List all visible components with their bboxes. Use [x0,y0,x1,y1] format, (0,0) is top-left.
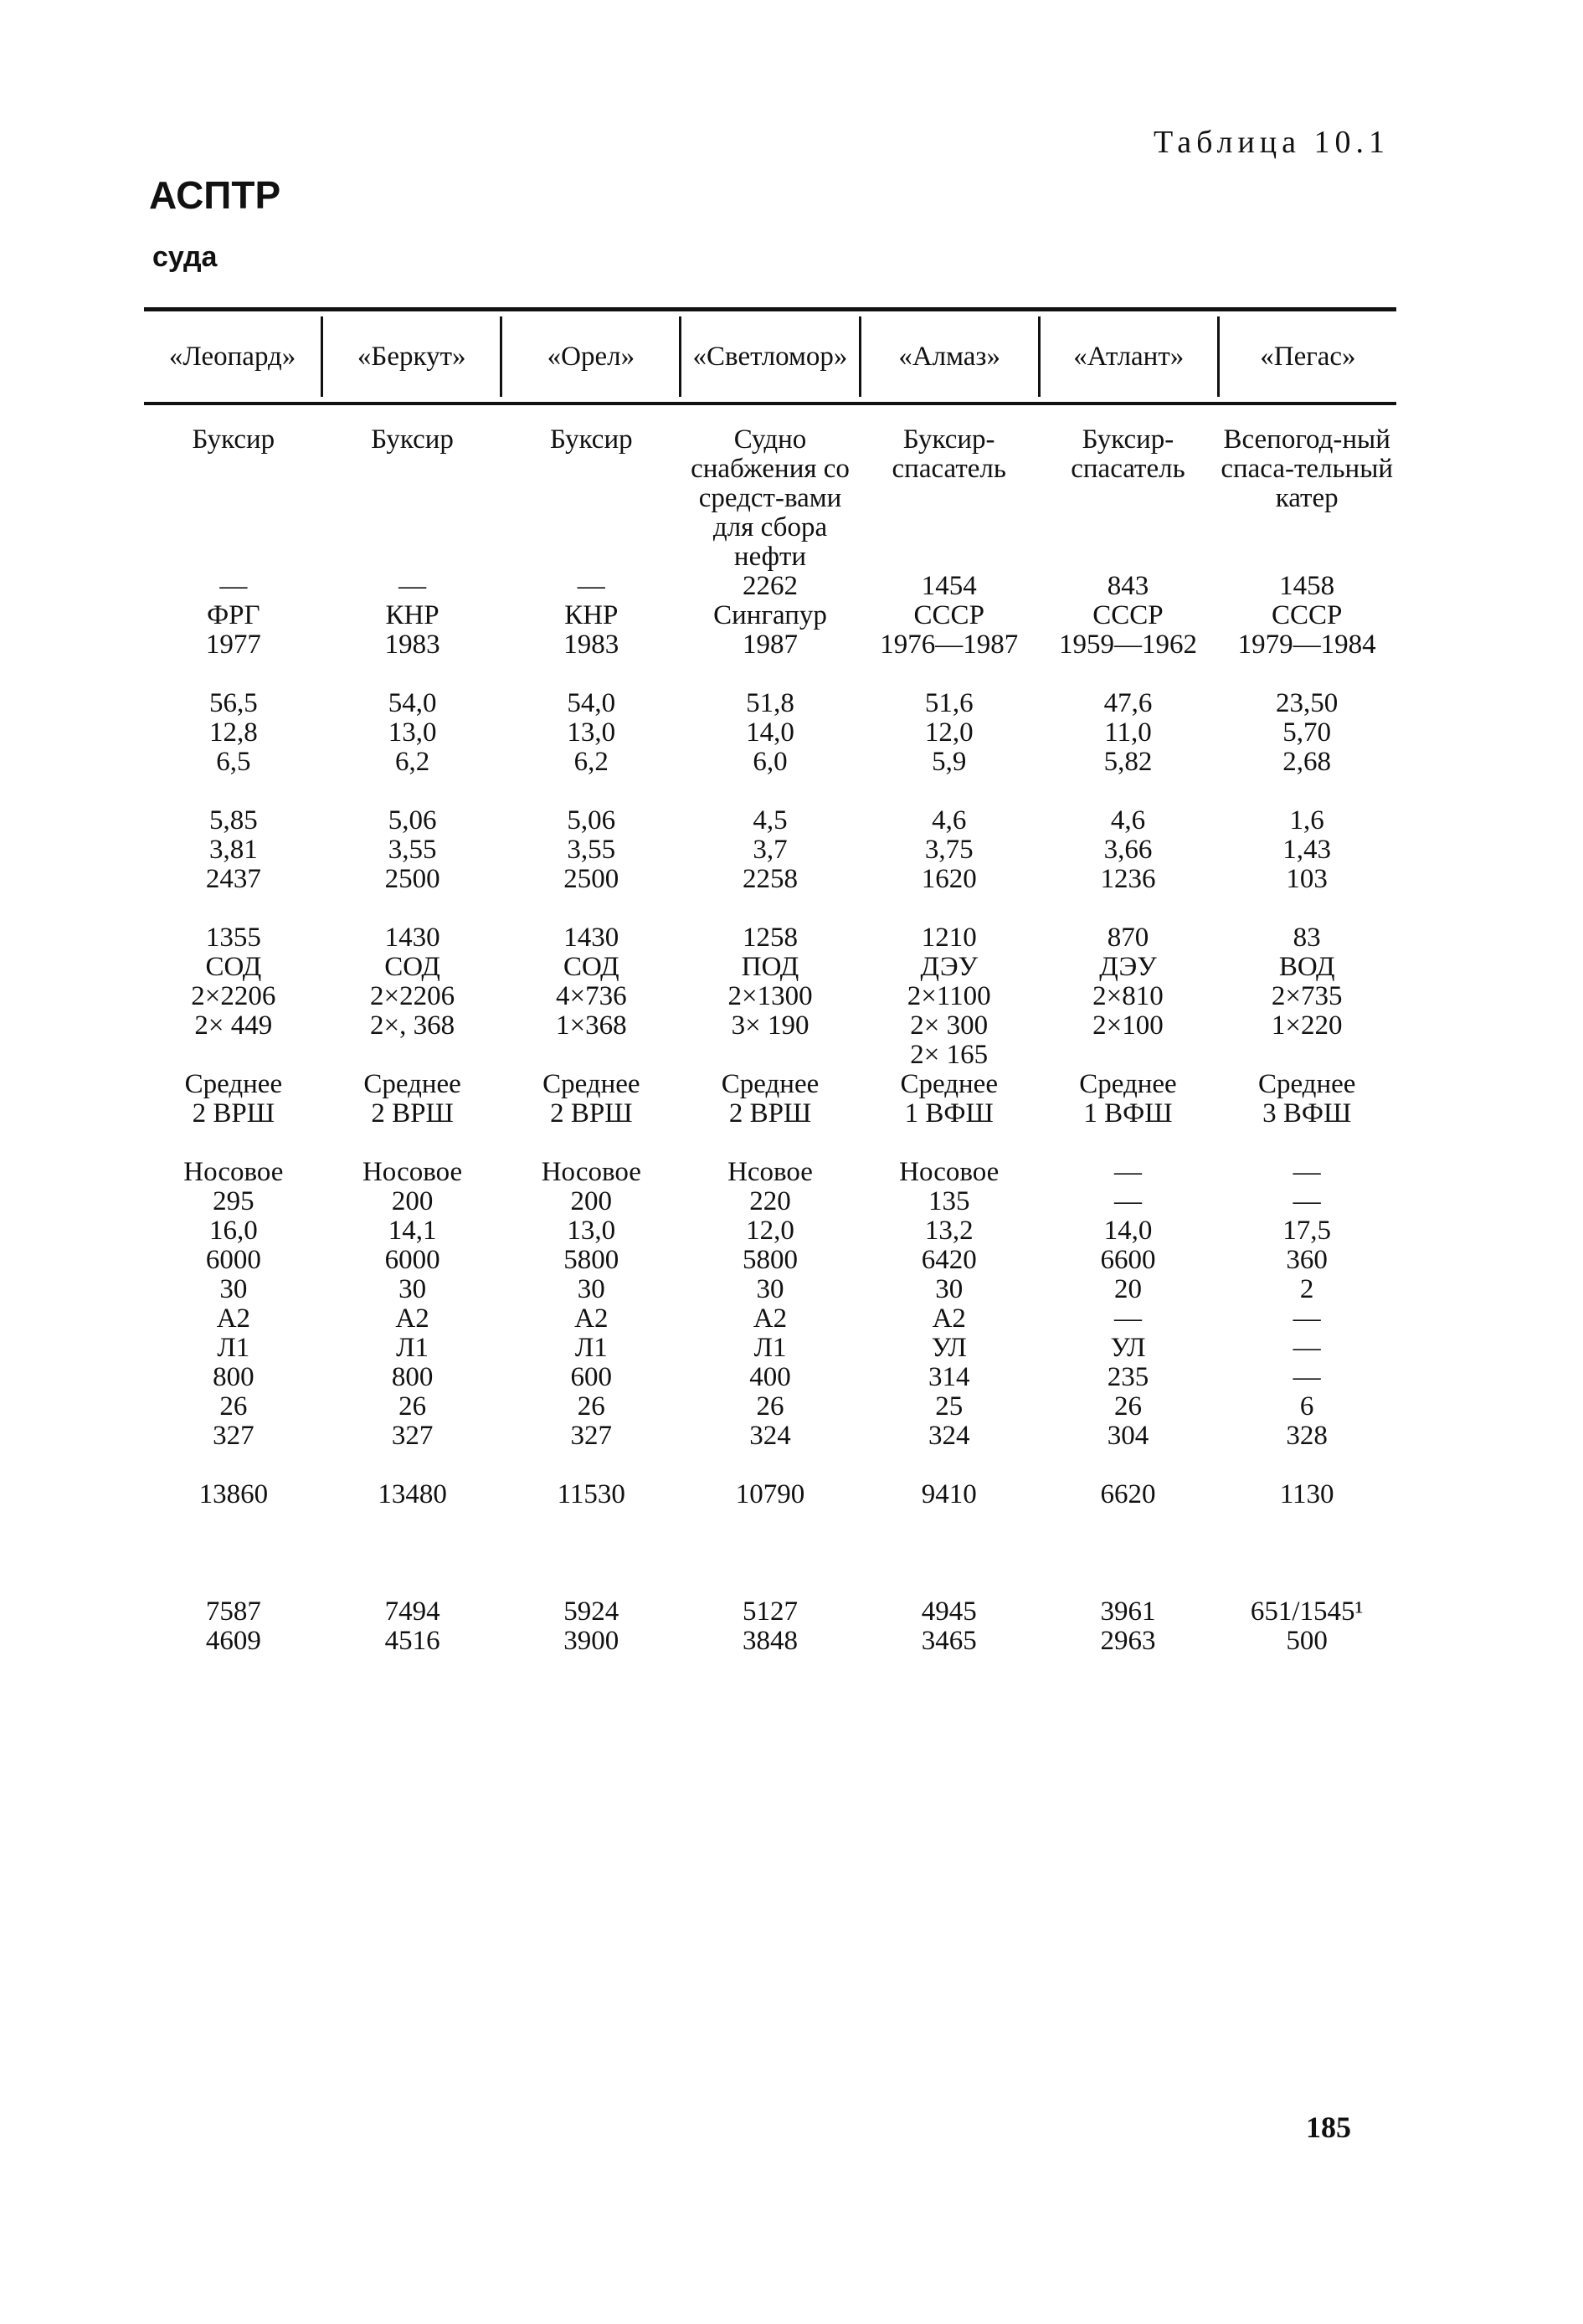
table-cell: 2×2206 [191,981,276,1011]
table-cell: 26 [577,1391,605,1422]
table-cell: 14,0 [746,717,794,748]
table-top-rule [144,307,1396,311]
table-cell: Л1 [574,1333,608,1363]
table-cell: 135 [928,1186,970,1216]
table-row-type [144,425,1396,572]
table-cell: Среднее 2 ВРШ [363,1069,461,1129]
table-cell: 16,0 [208,1216,258,1246]
table-cell: 4×736 [555,981,627,1011]
table-row-beam [144,718,1396,748]
table-row-depth [144,748,1396,777]
table-cell: 26 [756,1391,784,1422]
table-cell: 843 [1107,571,1149,601]
table-row-country [144,601,1396,630]
table-cell: 7494 [384,1596,440,1627]
table-cell: 295 [213,1186,254,1216]
table-row-tonnage [144,923,1396,953]
table-cell: 26 [219,1391,248,1422]
table-cell: 3848 [743,1626,799,1656]
table-cell: 5,9 [932,747,967,777]
table-cell: 6,5 [216,747,251,777]
column-header: «Атлант» [1041,316,1220,397]
table-cell: 30 [398,1274,427,1304]
page-title: АСПТР [149,173,281,217]
table-cell: 3,55 [388,835,437,865]
table-cell: 6,2 [573,747,609,777]
table-cell: 600 [570,1362,613,1392]
table-cell: Буксир [192,424,275,455]
table-cell: 324 [749,1421,791,1451]
table-cell: Л1 [396,1333,429,1363]
table-cell: 400 [749,1362,791,1392]
table-cell: 2258 [743,864,799,894]
table-cell: 5,82 [1103,747,1153,777]
table-cell: 56,5 [208,688,258,718]
table-cell: 30 [756,1274,784,1304]
table-cell: 1,6 [1289,805,1324,836]
table-cell: 1×368 [555,1010,627,1041]
table-cell: 1979—1984 [1237,630,1376,660]
table-cell: 4516 [384,1626,440,1656]
table-cell: 1454 [921,571,977,601]
table-cell: КНР [385,600,439,630]
table-cell: 2×, 368 [370,1010,455,1041]
table-cell: Нсовое [727,1157,813,1187]
table-row-crew [144,1392,1396,1422]
table-cell: Среднее 3 ВФШ [1257,1069,1356,1129]
table-cell: 51,6 [924,688,974,718]
table-cell: 13,0 [388,717,437,748]
table-cell: 30 [577,1274,605,1304]
table-cell: 1620 [921,864,977,894]
table-cell: 20 [1113,1274,1142,1304]
table-cell: ДЭУ [1099,952,1157,982]
column-header: «Пегас» [1260,341,1356,372]
table-cell: 4,6 [1110,805,1146,836]
table-cell: 651/1545¹ [1250,1596,1364,1627]
table-cell: 6,2 [394,747,430,777]
table-cell: УЛ [931,1333,967,1363]
table-cell: 2×735 [1271,981,1343,1011]
table-row-engine-type [144,953,1396,982]
table-cell: Носовое [362,1157,463,1187]
table-header-rule [144,402,1396,405]
table-cell: 1210 [921,923,977,953]
table-cell: 2500 [384,864,440,894]
table-row-draft [144,806,1396,836]
table-cell: 3465 [921,1626,977,1656]
table-cell: 1987 [743,630,799,660]
table-cell: А2 [753,1303,788,1334]
table-cell: 14,0 [1103,1216,1153,1246]
table-cell: 12,0 [746,1216,794,1246]
table-cell: 500 [1286,1626,1328,1656]
table-cell: Среднее 1 ВФШ [1079,1069,1177,1129]
table-cell: 5,06 [388,805,437,836]
table-cell: СОД [384,952,440,982]
table-cell: 1×220 [1271,1010,1343,1041]
table-cell: 1430 [563,923,619,953]
table-cell: 13860 [198,1479,269,1509]
table-cell: 1236 [1100,864,1156,894]
table-body [144,425,1396,1656]
table-cell: СССР [1092,600,1164,630]
table-cell: — [219,571,248,601]
table-cell: ПОД [741,952,799,982]
table-cell: 26 [1113,1391,1142,1422]
table-cell: — [1113,1157,1142,1187]
table-cell: УЛ [1110,1333,1146,1363]
table-cell: 328 [1286,1421,1328,1451]
table-cell: 2437 [205,864,261,894]
table-cell: Л1 [753,1333,787,1363]
table-cell: 1,43 [1282,835,1332,865]
row-spacer [144,1509,1396,1597]
table-cell: — [1113,1303,1142,1334]
table-cell: 4,6 [932,805,967,836]
table-cell: 2×100 [1092,1010,1164,1041]
table-cell: 200 [391,1186,434,1216]
table-cell: Носовое [541,1157,641,1187]
table-cell: 3,75 [924,835,974,865]
table-cell: 870 [1107,923,1149,953]
table-cell: 2,68 [1282,747,1332,777]
table-cell: СССР [1271,600,1343,630]
table-cell: 5924 [563,1596,619,1627]
row-spacer [144,894,1396,923]
table-cell: 6 [1299,1391,1314,1422]
table-cell: 103 [1286,864,1328,894]
table-cell: — [1293,1303,1321,1334]
table-cell: КНР [564,600,619,630]
table-cell: ВОД [1278,952,1335,982]
table-row-cargo [144,1363,1396,1392]
table-cell: А2 [932,1303,966,1334]
table-cell: 6000 [384,1245,440,1275]
table-cell: Буксир [371,424,454,455]
table-cell: 5,06 [567,805,616,836]
table-cell: 30 [219,1274,248,1304]
column-header: «Светломор» [681,316,861,397]
table-row-range [144,1246,1396,1275]
table-cell: 12,0 [924,717,974,748]
table-cell: 13480 [378,1479,447,1509]
table-row-number [144,572,1396,601]
table-cell: 5,85 [208,805,258,836]
table-cell: ДЭУ [920,952,978,982]
table-row-thruster-power [144,1187,1396,1216]
table-cell: 6620 [1100,1479,1156,1509]
table-cell: 2×1300 [727,981,813,1011]
table-cell: 4,5 [753,805,788,836]
table-row-draft2 [144,836,1396,865]
table-cell: Среднее 1 ВФШ [900,1069,998,1129]
table-cell: СССР [913,600,984,630]
table-header-row [144,316,1396,397]
table-cell: ФРГ [207,600,260,630]
table-cell: 3,7 [753,835,788,865]
table-cell: А2 [574,1303,609,1334]
table-cell: 1959—1962 [1058,630,1197,660]
table-cell: 23,50 [1276,688,1339,718]
table-row-propulsion [144,1070,1396,1129]
table-cell: 800 [391,1362,434,1392]
table-cell: — [577,571,605,601]
table-cell: 5127 [743,1596,799,1627]
table-cell: 13,2 [924,1216,974,1246]
page-number: 185 [1306,2111,1351,2144]
table-row-main-engines [144,982,1396,1011]
table-cell: — [398,571,427,601]
table-cell: 2× 449 [194,1010,273,1041]
table-cell: 83 [1293,923,1321,953]
table-cell: 5800 [563,1245,619,1275]
table-cell: 1130 [1279,1479,1334,1509]
table-row-aux-engines [144,1011,1396,1070]
page-subtitle: суда [152,241,218,273]
table-cell: 2× 300 2× 165 [910,1010,989,1070]
table-cell: 360 [1286,1245,1328,1275]
table-cell: 11,0 [1104,717,1152,748]
table-cell: 2×810 [1092,981,1164,1011]
table-cell: 13,0 [567,717,616,748]
table-cell: 304 [1107,1421,1149,1451]
table-cell: А2 [216,1303,251,1334]
table-row-class2 [144,1334,1396,1363]
row-spacer [144,1451,1396,1480]
table-cell: 5,70 [1282,717,1332,748]
row-spacer [144,777,1396,806]
table-cell: 17,5 [1282,1216,1332,1246]
table-row-cost-b [144,1627,1396,1656]
table-cell: — [1293,1157,1321,1187]
table-cell: СОД [205,952,262,982]
table-cell: 26 [398,1391,427,1422]
table-cell: Л1 [217,1333,250,1363]
table-row-index [144,1422,1396,1451]
table-cell: 4609 [205,1626,261,1656]
table-cell: 327 [570,1421,613,1451]
table-cell: — [1293,1362,1321,1392]
table-cell: 1458 [1279,571,1335,601]
table-cell: СОД [563,952,619,982]
table-cell: Всепогод-ный спаса-тельный катер [1221,424,1394,513]
table-cell: 3,66 [1103,835,1153,865]
table-cell: 1983 [384,630,440,660]
table-cell: 54,0 [567,688,616,718]
table-cell: 235 [1107,1362,1149,1392]
column-header: «Беркут» [323,316,502,397]
table-cell: 10790 [735,1479,805,1509]
table-cell: 3,55 [567,835,616,865]
table-row-cost-a [144,1597,1396,1627]
table-row-displacement [144,865,1396,894]
table-cell: 13,0 [567,1216,616,1246]
table-cell: Среднее 2 ВРШ [184,1069,283,1129]
table-cell: Буксир-спасатель [1071,424,1185,484]
table-cell: 2×1100 [907,981,991,1011]
column-header: «Леопард» [144,316,323,397]
table-cell: — [1113,1186,1142,1216]
table-cell: 200 [570,1186,613,1216]
table-cell: 3× 190 [731,1010,809,1041]
table-row-speed [144,1216,1396,1246]
table-row-class1 [144,1304,1396,1334]
table-cell: 800 [213,1362,254,1392]
table-cell: 1430 [384,923,440,953]
table-cell: 5800 [743,1245,799,1275]
table-cell: Носовое [899,1157,1000,1187]
table-cell: 3961 [1100,1596,1156,1627]
table-cell: 6000 [205,1245,261,1275]
table-cell: Судно снабжения со средст-вами для сбора нефти [691,424,850,572]
table-cell: Среднее 2 ВРШ [721,1069,820,1129]
table-cell: 327 [391,1421,434,1451]
column-header: «Орел» [502,316,681,397]
table-cell: 314 [928,1362,970,1392]
table-cell: 4945 [921,1596,977,1627]
table-cell: 1976—1987 [880,630,1019,660]
table-cell: 14,1 [388,1216,437,1246]
table-cell: 1983 [563,630,619,660]
table-cell: 25 [935,1391,964,1422]
table-cell: 220 [749,1186,791,1216]
table-row-thruster [144,1158,1396,1187]
table-cell: Буксир-спасатель [892,424,1006,484]
table-cell: Буксир [549,424,633,455]
table-cell: 51,8 [746,688,794,718]
table-cell: А2 [395,1303,429,1334]
table-cell: 7587 [205,1596,261,1627]
row-spacer [144,1129,1396,1158]
table-cell: 6420 [921,1245,977,1275]
table-cell: 1355 [205,923,261,953]
table-cell: 324 [928,1421,970,1451]
table-cell: 6,0 [753,747,788,777]
table-row-autonomy [144,1275,1396,1304]
table-row-cost-total [144,1480,1396,1509]
table-cell: 2×2206 [370,981,455,1011]
table-cell: 2963 [1100,1626,1156,1656]
table-cell: 2500 [563,864,619,894]
table-cell: 6600 [1100,1245,1156,1275]
table-cell: 2262 [743,571,799,601]
table-cell: 12,8 [208,717,258,748]
table-cell: 9410 [921,1479,977,1509]
table-cell: Среднее 2 ВРШ [542,1069,640,1129]
table-cell: 30 [935,1274,964,1304]
table-cell: 3,81 [208,835,258,865]
table-cell: 54,0 [388,688,437,718]
table-cell: 327 [213,1421,254,1451]
table-cell: 2 [1299,1274,1314,1304]
table-label: Таблица 10.1 [1153,125,1390,160]
table-cell: 47,6 [1103,688,1153,718]
table-cell: 11530 [557,1479,625,1509]
table-cell: 3900 [563,1626,619,1656]
table-row-length [144,689,1396,718]
table-cell: Сингапур [713,600,827,630]
table-cell: 1258 [743,923,799,953]
table-cell: — [1293,1333,1321,1363]
table-cell: 1977 [205,630,261,660]
table-row-years [144,630,1396,660]
row-spacer [144,660,1396,689]
table-cell: Носовое [183,1157,284,1187]
table-cell: — [1293,1186,1321,1216]
column-header: «Алмаз» [861,316,1041,397]
